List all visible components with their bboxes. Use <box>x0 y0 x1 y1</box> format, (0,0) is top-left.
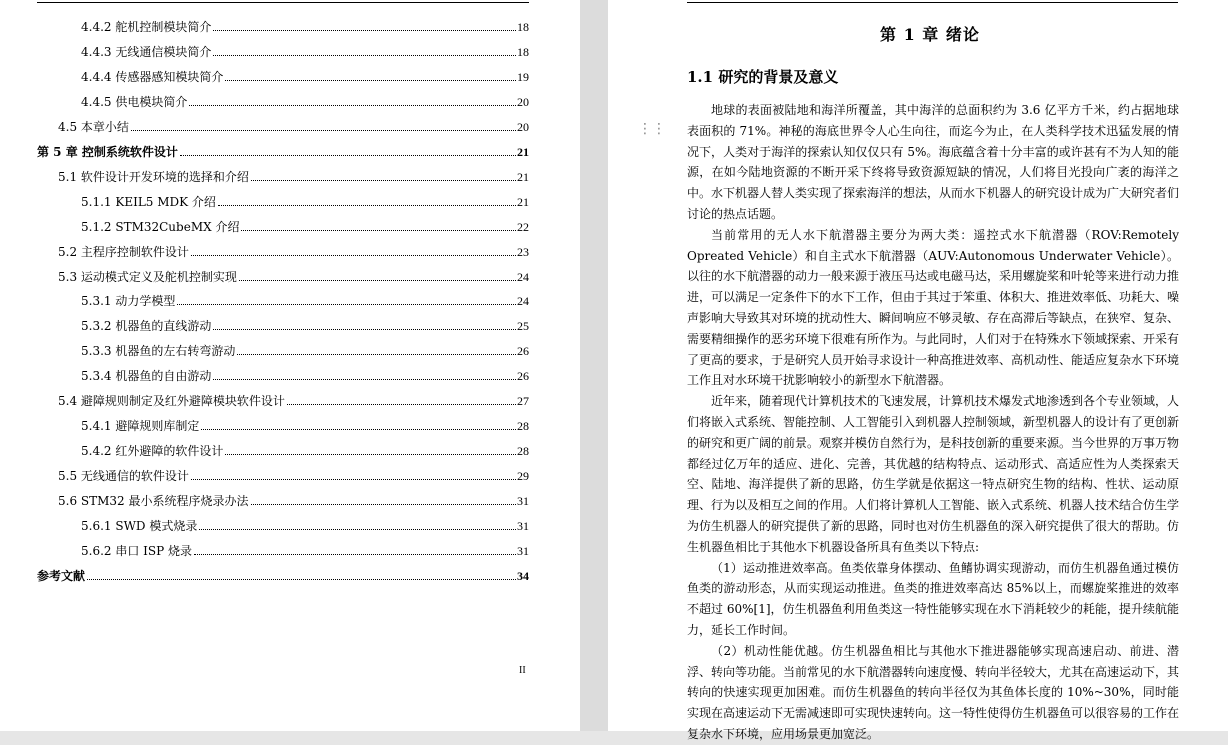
toc-entry-title: 参考文献 <box>37 568 86 583</box>
toc-entry[interactable] <box>37 563 529 583</box>
toc-dot-leader <box>213 328 516 330</box>
toc-entry[interactable] <box>81 338 529 358</box>
paragraph: 地球的表面被陆地和海洋所覆盖，其中海洋的总面积约为 3.6 亿平方千米，约占据地球表面积的 71%。神秘的海底世界令人心生向往，而迄今为止，在人类科学技术迅猛发展的情况下，人类对于海洋的探索认知仅仅只有 5%。海底蕴含着十分丰富的或许甚有不为人知的能源，在如今陆地资源的不断开采下终将导致资源短缺的情况，人们将目光投向广袤的海洋之中。水下机器人替人类实现了探索海洋的想法，从而水下机器人的研究设计成为广大研究者们讨论的热点话题。 <box>687 103 1180 221</box>
toc-entry-title: 4.5 本章小结 <box>58 119 129 134</box>
toc-entry[interactable] <box>81 438 529 458</box>
toc-entry[interactable] <box>58 164 529 184</box>
header-rule <box>37 2 529 3</box>
toc-entry[interactable] <box>81 288 529 308</box>
toc-entry-title: 5.3.4 机器鱼的自由游动 <box>81 369 212 384</box>
toc-entry-page: 23 <box>517 244 529 259</box>
toc-entry-title: 5.4.1 避障规则库制定 <box>81 419 200 434</box>
toc-entry-title: 4.4.5 供电模块简介 <box>81 94 188 109</box>
toc-dot-leader <box>180 154 516 156</box>
toc-entry-page: 19 <box>517 69 529 84</box>
toc-entry-page: 34 <box>517 568 529 583</box>
toc-dot-leader <box>239 279 516 281</box>
toc-entry-page: 18 <box>517 44 529 59</box>
paragraph: （2）机动性能优越。仿生机器鱼相比与其他水下推进器能够实现高速启动、前进、潜浮、转向等功能。当前常见的水下航潜器转向速度慢、转向半径较大，尤其在高速运动下，其转向的快速实现更加困难。而仿生机器鱼的转向半径仅为其鱼体长度的 10%~30%，同时能实现在高速运动下无需减速即可实现快速转向。这一特性使得仿生机器鱼可以很容易的工作在复杂水下环境，应用场景更加宽泛。 <box>687 643 1180 741</box>
toc-dot-leader <box>287 403 516 405</box>
toc-entry-page: 21 <box>517 169 529 184</box>
toc-entry-title: 5.1.1 KEIL5 MDK 介绍 <box>81 194 216 209</box>
toc-dot-leader <box>251 503 517 505</box>
toc-entry[interactable] <box>81 14 529 34</box>
toc-entry-page: 26 <box>517 369 529 384</box>
toc-dot-leader <box>218 204 516 206</box>
toc-entry[interactable] <box>81 64 529 84</box>
footer-page-number: II <box>519 665 526 676</box>
toc-entry[interactable] <box>81 313 529 333</box>
toc-entry[interactable] <box>81 189 529 209</box>
toc-entry-title: 5.6.1 SWD 模式烧录 <box>81 519 198 533</box>
toc-entry-page: 31 <box>517 543 529 558</box>
toc-dot-leader <box>194 553 516 555</box>
toc-dot-leader <box>177 303 516 305</box>
paragraph: （1）运动推进效率高。鱼类依靠身体摆动、鱼鳍协调实现游动，而仿生机器鱼通过模仿鱼类的游动形态，从而实现运动推进。鱼类的推进效率高达 85%以上，而螺旋桨推进的效率不超过 60%[1]，仿生机器鱼利用鱼类这一特性能够实现在水下消耗较少的耗能，提升续航能力，延长工作时间。 <box>687 560 1179 637</box>
toc-entry-title: 5.3.2 机器鱼的直线游动 <box>81 319 212 334</box>
toc-entry-page: 20 <box>517 94 529 109</box>
toc-entry-title: 5.6 STM32 最小系统程序烧录办法 <box>58 494 249 509</box>
paragraph: 近年来，随着现代计算机技术的飞速发展，计算机技术爆发式地渗透到各个专业领域，人们将嵌入式系统、智能控制、人工智能引入到机器人控制领域，新型机器人的设计有了更创新的研究和更广阔的前景。观察并模仿自然行为，是科技创新的重要来源。当今世界的万事万物都经过亿万年的适应、进化、完善，其优越的结构特点、运动形式、高适应性为人类探索天空、陆地、海洋提供了新的思路，仿生学就是依据这一特点研究生物的结构、性状、运动原理、行为以及相互之间的作用。人们将计算机人工智能、嵌入式系统、机器人技术结合仿生学为仿生机器人的研究提供了新的思路，同时也对仿生机器鱼的深入研究提供了很大的帮助。仿生机器鱼相比于其他水下机器设备所具有鱼类以下特点: <box>687 394 1180 554</box>
toc-entry[interactable] <box>81 363 529 383</box>
toc-entry-title: 第 5 章 控制系统软件设计 <box>37 144 178 159</box>
toc-entry-title: 4.4.4 传感器感知模块简介 <box>81 69 224 84</box>
toc-dot-leader <box>251 179 516 181</box>
toc-entry-title: 5.3 运动模式定义及舵机控制实现 <box>58 269 237 284</box>
toc-entry[interactable] <box>58 463 529 483</box>
toc-page <box>0 0 580 731</box>
toc-entry[interactable] <box>81 538 529 558</box>
section-title: 1.1 研究的背景及意义 <box>687 68 839 86</box>
page-gap <box>580 0 608 731</box>
toc-entry-title: 4.4.3 无线通信模块简介 <box>81 44 212 59</box>
toc-dot-leader <box>225 79 516 81</box>
toc-entry-title: 5.5 无线通信的软件设计 <box>58 469 189 484</box>
toc-dot-leader <box>191 254 516 256</box>
header-rule <box>687 2 1178 3</box>
toc-dot-leader <box>213 54 516 56</box>
toc-dot-leader <box>213 29 516 31</box>
toc-entry-page: 22 <box>517 219 529 234</box>
body-text <box>687 100 1179 745</box>
chapter-title: 第 1 章 绪论 <box>880 25 980 44</box>
toc-dot-leader <box>131 129 516 131</box>
toc-entry-title: 5.2 主程序控制软件设计 <box>58 244 189 259</box>
toc-dot-leader <box>191 478 516 480</box>
paragraph: 当前常用的无人水下航潜器主要分为两大类：遥控式水下航潜器（ROV:Remotely Opreated Vehicle）和自主式水下航潜器（AUV:Autonomous Underwater Vehicle）。以往的水下航潜器的动力一般来源于液压马达或电磁马达，采用螺旋桨和叶轮等来进行动力推进，可以满足一定条件下的水下工作，但由于其过于笨重、体积大、推进效率低、功耗大、噪声影响大导致其对环境的扰动性大、瞬间响应不够灵敏、存在高滞后等缺点，在狭窄、复杂、需要精细操作的恶劣环境下很难有所作为。与此同时，人们对于在特殊水下领域探索、开采有了更高的要求，于是研究人员开始寻求设计一种高推进效率、高机动性、能适应复杂水下环境工作且对水环境干扰影响较小的新型水下航潜器。 <box>687 227 1180 388</box>
toc-entry-title: 5.4 避障规则制定及红外避障模块软件设计 <box>58 394 285 409</box>
toc-entry[interactable] <box>58 239 529 259</box>
toc-entry-title: 5.3.1 动力学模型 <box>81 294 176 309</box>
toc-entry[interactable] <box>37 139 529 159</box>
toc-dot-leader <box>87 578 516 580</box>
toc-dot-leader <box>213 378 516 380</box>
toc-dot-leader <box>237 353 516 355</box>
toc-dot-leader <box>241 229 516 231</box>
toc-entry[interactable] <box>81 39 529 59</box>
toc-entry[interactable] <box>81 413 529 433</box>
toc-entry-page: 31 <box>517 494 529 509</box>
toc-entry-page: 20 <box>517 119 529 134</box>
toc-entry-page: 25 <box>517 319 529 334</box>
toc-entry-title: 4.4.2 舵机控制模块简介 <box>81 20 212 34</box>
toc-entry-page: 27 <box>517 394 529 409</box>
toc-dot-leader <box>199 528 516 530</box>
toc-entry-title: 5.3.3 机器鱼的左右转弯游动 <box>81 344 236 359</box>
toc-entry[interactable] <box>58 488 529 508</box>
toc-entry-page: 28 <box>517 444 529 459</box>
toc-dot-leader <box>189 104 516 106</box>
toc-entry[interactable] <box>81 513 529 533</box>
toc-dot-leader <box>201 428 516 430</box>
toc-dot-leader <box>225 453 516 455</box>
toc-entry-page: 29 <box>517 469 529 484</box>
toc-entry-page: 18 <box>517 20 529 34</box>
toc-entry[interactable] <box>81 214 529 234</box>
toc-entry-title: 5.1.2 STM32CubeMX 介绍 <box>81 219 240 234</box>
toc-entry-page: 28 <box>517 419 529 434</box>
toc-entry-page: 21 <box>517 194 529 209</box>
toc-entry[interactable] <box>81 89 529 109</box>
toc-entry-page: 24 <box>517 269 529 284</box>
toc-entry[interactable] <box>58 264 529 284</box>
toc-entry-page: 24 <box>517 294 529 309</box>
toc-entry-title: 5.4.2 红外避障的软件设计 <box>81 444 224 459</box>
toc-entry-page: 21 <box>517 144 529 159</box>
toc-entry-page: 26 <box>517 344 529 359</box>
toc-entry[interactable] <box>58 114 529 134</box>
drag-handle-icon[interactable]: ⋮⋮ <box>638 121 666 137</box>
toc-entry[interactable] <box>58 388 529 408</box>
toc-entry-page: 31 <box>517 519 529 533</box>
toc-entry-title: 5.6.2 串口 ISP 烧录 <box>81 543 193 558</box>
toc-entry-title: 5.1 软件设计开发环境的选择和介绍 <box>58 169 249 184</box>
